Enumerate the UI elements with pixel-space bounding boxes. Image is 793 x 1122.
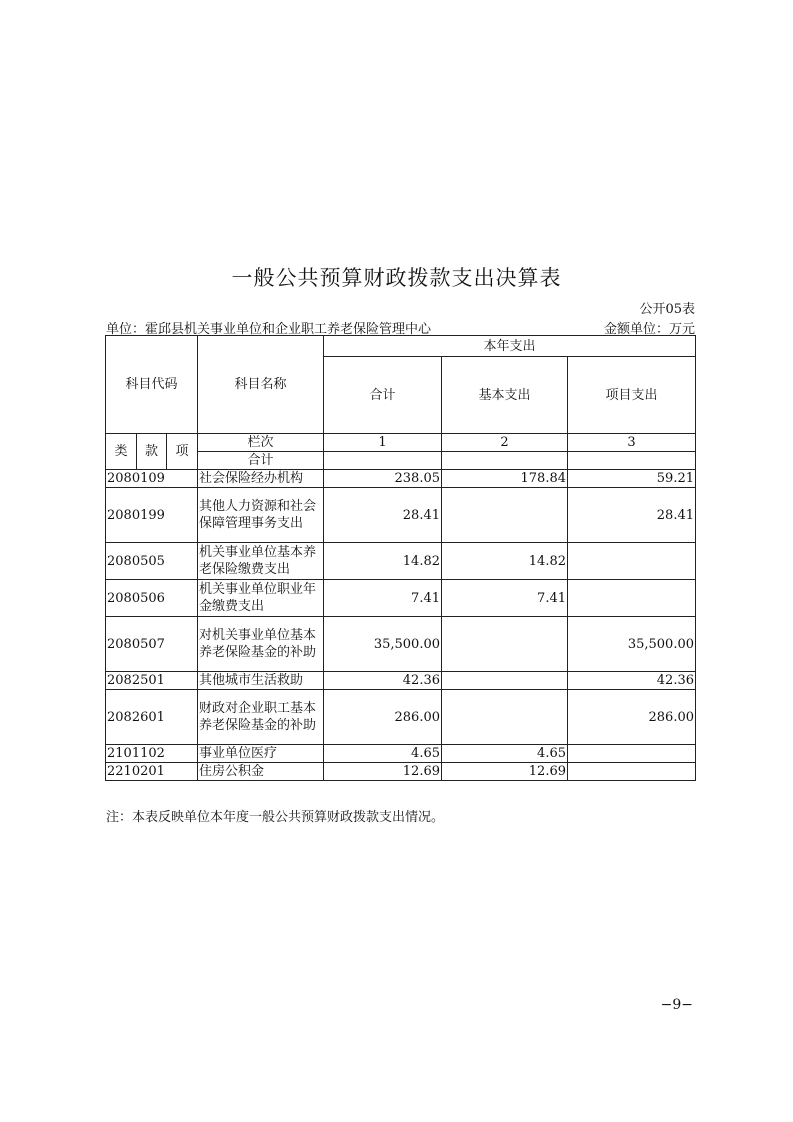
expenditure-table [105,335,696,781]
account-code: 2080506 [106,580,198,617]
account-code: 2080507 [106,617,198,672]
table-row [106,617,696,672]
reporting-unit: 单位：霍邱县机关事业单位和企业职工养老保险管理中心 [106,322,432,337]
table-row [106,745,696,763]
project-amount: 59.21 [568,470,696,488]
total-amount: 12.69 [324,763,442,781]
project-amount [568,763,696,781]
page-title: 一般公共预算财政拨款支出决算表 [231,266,562,290]
table-row [106,470,696,488]
account-name: 事业单位医疗 [198,745,324,763]
header-col3: 3 [568,434,696,452]
header-kuan: 款 [137,434,167,470]
header-xiang: 项 [167,434,198,470]
account-name: 机关事业单位基本养老保险缴费支出 [198,543,324,580]
account-code: 2080109 [106,470,198,488]
total-amount: 4.65 [324,745,442,763]
total-amount: 35,500.00 [324,617,442,672]
table-row [106,580,696,617]
header-basic: 基本支出 [442,357,568,434]
project-amount: 28.41 [568,488,696,543]
basic-amount: 14.82 [442,543,568,580]
total-amount: 238.05 [324,470,442,488]
table-row [106,488,696,543]
account-code: 2080199 [106,488,198,543]
project-amount [568,745,696,763]
header-col2: 2 [442,434,568,452]
table-row [106,543,696,580]
project-amount [568,580,696,617]
total-row-project [568,452,696,470]
account-code: 2082601 [106,690,198,745]
account-name: 其他城市生活救助 [198,672,324,690]
total-row-label: 合计 [198,452,324,470]
header-col1: 1 [324,434,442,452]
footnote: 注：本表反映单位本年度一般公共预算财政拨款支出情况。 [106,810,445,825]
account-name: 财政对企业职工基本养老保险基金的补助 [198,690,324,745]
header-lei: 类 [106,434,137,470]
form-number: 公开05表 [639,302,695,317]
table-row [106,672,696,690]
project-amount [568,543,696,580]
total-amount: 7.41 [324,580,442,617]
page-number: −9− [660,997,693,1013]
amount-unit: 金额单位：万元 [603,322,695,337]
project-amount: 286.00 [568,690,696,745]
account-code: 2082501 [106,672,198,690]
header-name: 科目名称 [198,336,324,434]
basic-amount: 4.65 [442,745,568,763]
account-code: 2101102 [106,745,198,763]
total-row-sum [324,452,442,470]
table-row [106,690,696,745]
header-current-year: 本年支出 [324,336,696,357]
project-amount: 35,500.00 [568,617,696,672]
basic-amount: 178.84 [442,470,568,488]
table-row [106,763,696,781]
basic-amount [442,672,568,690]
account-name: 对机关事业单位基本养老保险基金的补助 [198,617,324,672]
basic-amount: 12.69 [442,763,568,781]
header-total: 合计 [324,357,442,434]
total-amount: 42.36 [324,672,442,690]
header-code: 科目代码 [106,336,198,434]
basic-amount [442,617,568,672]
account-name: 机关事业单位职业年金缴费支出 [198,580,324,617]
total-amount: 28.41 [324,488,442,543]
header-col-label: 栏次 [198,434,324,452]
header-project: 项目支出 [568,357,696,434]
total-row-basic [442,452,568,470]
project-amount: 42.36 [568,672,696,690]
basic-amount [442,690,568,745]
total-amount: 286.00 [324,690,442,745]
account-name: 其他人力资源和社会保障管理事务支出 [198,488,324,543]
account-code: 2210201 [106,763,198,781]
total-amount: 14.82 [324,543,442,580]
account-name: 社会保险经办机构 [198,470,324,488]
account-code: 2080505 [106,543,198,580]
basic-amount [442,488,568,543]
basic-amount: 7.41 [442,580,568,617]
account-name: 住房公积金 [198,763,324,781]
